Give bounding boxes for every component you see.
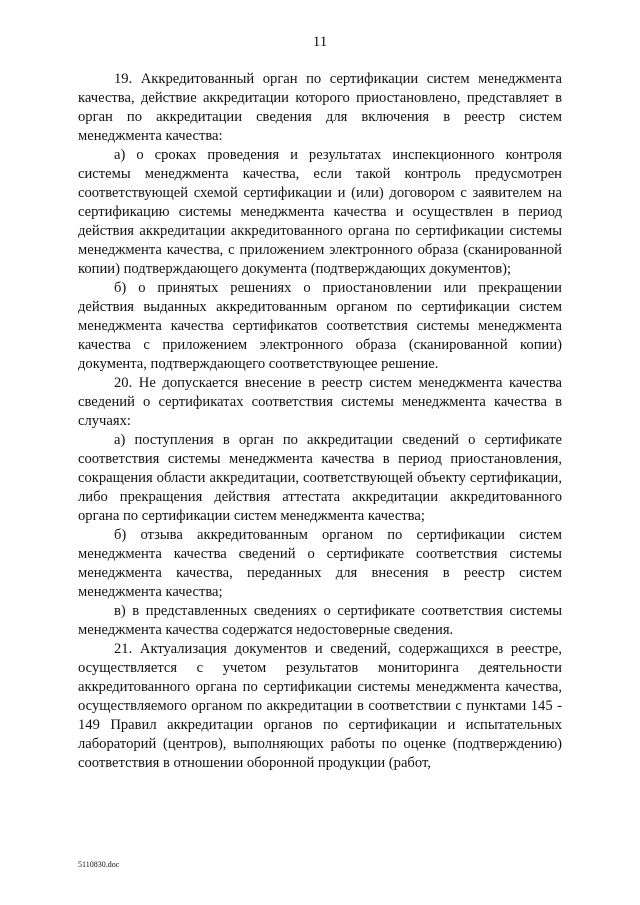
page-number: 11	[312, 34, 328, 50]
paragraph-20: 20. Не допускается внесение в реестр систем менеджмента качества сведений о сертификатах соответствия системы менеджмента качества в случаях:	[78, 375, 562, 429]
paragraph-21: 21. Актуализация документов и сведений, содержащихся в реестре, осуществляется с учетом результатов мониторинга деятельности аккредитованного органа по сертификации системы менеджмента качества, осуществляемого органом по аккредитации в соответствии с пунктами 145 - 149 Правил аккредитации органов по сертификации и испытательных лабораторий (центров), выполняющих работы по оценке (подтверждению) соответствия в отношении оборонной продукции (работ,	[78, 641, 562, 771]
paragraph-19: 19. Аккредитованный орган по сертификации систем менеджмента качества, действие аккредитации которого приостановлено, представляет в орган по аккредитации сведения для включения в реестр систем менеджмента качества:	[78, 71, 562, 144]
paragraph-20v: в) в представленных сведениях о сертификате соответствия системы менеджмента качества содержатся недостоверные сведения.	[78, 603, 562, 638]
paragraph-19b: б) о принятых решениях о приостановлении или прекращении действия выданных аккредитованным органом по сертификации систем менеджмента качества сертификатов соответствия системы менеджмента качества с приложением электронного образа (сканированной копии) документа, подтверждающего соответствующее решение.	[78, 280, 562, 372]
footer-filename: 5110830.doc	[78, 860, 120, 869]
paragraph-20b: б) отзыва аккредитованным органом по сертификации систем менеджмента качества сведений о сертификате соответствия системы менеджмента качества, переданных для внесения в реестр систем менеджмента качества;	[78, 527, 562, 600]
document-body	[78, 70, 562, 773]
paragraph-19a: а) о сроках проведения и результатах инспекционного контроля системы менеджмента качества, если такой контроль предусмотрен соответствующей схемой сертификации и (или) договором с заявителем на сертификацию системы менеджмента качества и осуществлен в период действия аккредитации аккредитованного органа по сертификации системы менеджмента качества, с приложением электронного образа (сканированной копии) подтверждающего документа (подтверждающих документов);	[78, 147, 562, 277]
paragraph-20a: а) поступления в орган по аккредитации сведений о сертификате соответствия системы менеджмента качества в период приостановления, сокращения области аккредитации, соответствующей объекту сертификации, либо прекращения действия аттестата аккредитации аккредитованного органа по сертификации систем менеджмента качества;	[78, 432, 562, 524]
